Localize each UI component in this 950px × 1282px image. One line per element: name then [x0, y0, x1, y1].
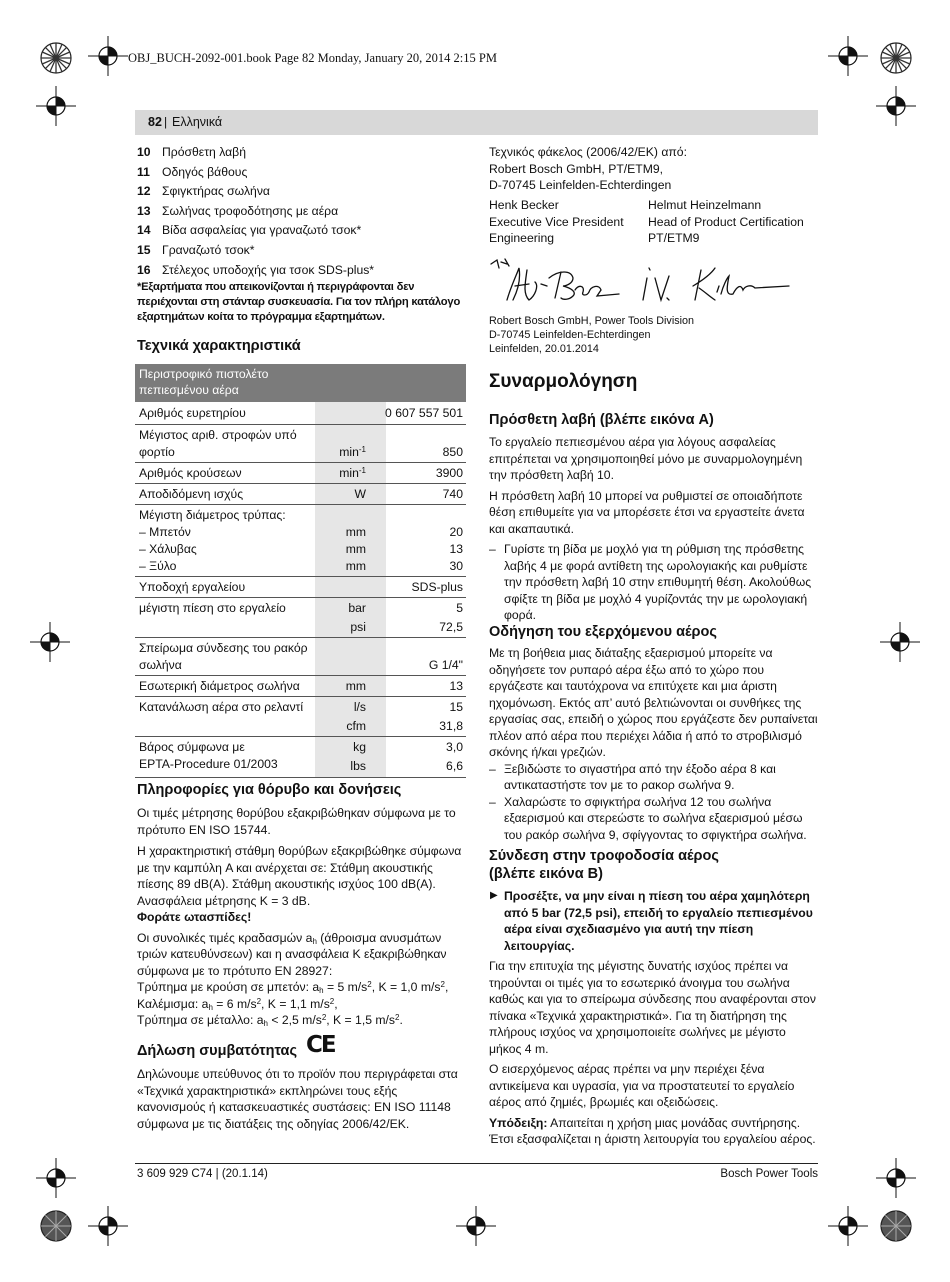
exhaust-heading: Οδήγηση του εξερχόμενου αέρος — [489, 624, 717, 640]
crosshair-top-right — [828, 36, 868, 76]
ear-protection-warning: Φοράτε ωτασπίδες! — [137, 910, 252, 924]
part-number: 15 — [137, 242, 151, 257]
part-number: 14 — [137, 223, 151, 238]
ce-mark-icon: CE — [306, 1032, 335, 1058]
maintenance-hint: Υπόδειξη: Απαιτείται η χρήση μιας μονάδας συντήρησης. Έτσι εξασφαλίζεται η άριστη λειτουργία του εργαλείου αέρος. — [489, 1115, 816, 1146]
exhaust-section — [489, 645, 819, 843]
vibration-line-metal: Τρύπημα σε μέταλλο: $a_h < 2,5$ $m/s^2$, K = 1,5 $m/s^2$. — [137, 1013, 403, 1028]
spec-unit: $\min^{-1}$ — [339, 445, 366, 459]
tech-file-line: D-70745 Leinfelden-Echterdingen — [489, 178, 672, 192]
list-item — [137, 144, 465, 164]
vibration-line-chiselling: Καλέμισμα: $a_h = 6$ $m/s^2$, K = 1,1 $m/s^2$, — [137, 996, 338, 1012]
spec-value: 72,5 — [439, 620, 463, 634]
spec-unit: mm — [345, 542, 366, 556]
spec-value: SDS-plus — [411, 580, 463, 594]
signatory-1 — [489, 197, 624, 247]
address-line: D-70745 Leinfelden-Echterdingen — [489, 329, 651, 341]
spec-sublabel: – Χάλυβας — [139, 542, 197, 556]
spec-label: Υποδοχή εργαλείου — [139, 580, 246, 594]
signature-address — [489, 314, 694, 356]
list-item: – Γυρίστε τη βίδα με μοχλό για τη ρύθμιση της πρόσθετης λαβής 4 με φορά αντίθετη της ωρολογιακής και ρυθμίστε την πρόσθετη λαβή 10 στην επιθυμητή θέση. Ακολούθως σφίξτε τη βίδα με μοχλό 4 γυρίζοντάς την με ωρολογιακή φορά. — [489, 542, 812, 622]
air-supply-section — [489, 888, 819, 1148]
spec-value: 6,6 — [446, 759, 463, 773]
signatory-title: Executive Vice President — [489, 214, 624, 229]
spec-unit: lbs — [350, 759, 366, 773]
table-row — [135, 484, 466, 505]
spec-label: Σπείρωμα σύνδεσης του ρακόρ — [139, 641, 308, 655]
pressure-warning: ▶ Προσέξτε, να μην είναι η πίεση του αέρα χαμηλότερη από 5 bar (72,5 psi), επειδή το εργαλείο πεπιεσμένου αέρα είναι σχεδιασμένο για αυτή την πίεση λειτουργίας. — [490, 889, 813, 953]
spec-label: Εσωτερική διάμετρος σωλήνα — [139, 679, 300, 693]
tech-file-line: Τεχνικός φάκελος (2006/42/EK) από: — [489, 145, 687, 159]
list-item — [137, 164, 465, 184]
spec-label-cont: σωλήνα — [139, 658, 182, 672]
table-row — [135, 577, 466, 598]
spec-label-cont: EPTA-Procedure 01/2003 — [139, 757, 278, 771]
spec-label: Κατανάλωση αέρα στο ρελαντί — [139, 700, 304, 714]
page-number: 82 — [148, 115, 162, 129]
handle-section — [489, 434, 819, 624]
handle-paragraph-1: Το εργαλείο πεπιεσμένου αέρα για λόγους ασφαλείας επιτρέπεται να χρησιμοποιηθεί μόνο με συναρμολογημένη την πρόσθετη λαβή 10. — [489, 435, 803, 482]
crosshair-middle-left — [30, 622, 70, 662]
spec-unit: $\min^{-1}$ — [339, 466, 366, 480]
air-supply-paragraph-1: Για την επιτυχία της μέγιστης δυνατής ισχύος πρέπει να τηρούνται οι τιμές για το εσωτερικό άνοιγμα του σωλήνα καθώς και για το σπείρωμα σύνδεσης που αναφέρονται στον πίνακα «Τεχνικά χαρακτηριστικά». Για τη διατήρηση της πλήρους ισχύος να χρησιμοποιείτε σωλήνες με μέγιστο μήκος 4 m. — [489, 959, 816, 1056]
spec-label-cont: φορτίο — [139, 445, 175, 459]
handle-steps — [489, 541, 819, 624]
table-row — [135, 505, 466, 577]
list-item — [137, 222, 465, 242]
specs-table-title-line1: Περιστροφικό πιστολέτο — [139, 367, 269, 381]
list-item — [137, 183, 465, 203]
list-item — [137, 262, 465, 282]
specs-table-header — [135, 364, 466, 402]
spec-unit: W — [354, 487, 366, 501]
footer-doc-number: 3 609 929 C74 | (20.1.14) — [137, 1168, 268, 1180]
table-row — [135, 697, 466, 737]
spec-value: 13 — [449, 679, 463, 693]
spec-unit: l/s — [353, 700, 366, 714]
specs-heading: Τεχνικά χαρακτηριστικά — [137, 338, 301, 354]
spec-value: 3,0 — [446, 740, 463, 754]
crosshair-upper-left-margin — [36, 86, 76, 126]
spec-value: 0 607 557 501 — [385, 406, 463, 420]
part-label: Σφιγκτήρας σωλήνα — [162, 184, 270, 199]
registration-mark-top-right — [868, 30, 924, 86]
exhaust-steps — [489, 761, 819, 844]
technical-file — [489, 144, 819, 194]
conformity-heading: Δήλωση συμβατότητας — [137, 1043, 297, 1059]
conformity-text: Δηλώνουμε υπεύθυνος ότι το προϊόν που περιγράφεται στα «Τεχνικά χαρακτηριστικά» εκπληρώνει τους εξής κανονισμούς ή κατασκευαστικές συστάσεις: EN ISO 11148 σύμφωνα με τις διατάξεις της οδηγίας 2006/42/EK. — [137, 1067, 458, 1131]
table-row — [135, 425, 466, 463]
footer-brand: Bosch Power Tools — [720, 1168, 818, 1180]
spec-value: G 1/4" — [428, 658, 463, 672]
crosshair-bottom-right — [828, 1206, 868, 1246]
crosshair-lower-left-margin — [36, 1158, 76, 1198]
spec-unit: mm — [345, 559, 366, 573]
crosshair-top-left — [88, 36, 128, 76]
spec-label: Μέγιστη διάμετρος τρύπας: — [139, 508, 286, 522]
list-item — [137, 203, 465, 223]
signatory-name: Henk Becker — [489, 198, 559, 212]
tech-file-line: Robert Bosch GmbH, PT/ETM9, — [489, 161, 664, 176]
table-row — [135, 737, 466, 778]
crosshair-bottom-center — [456, 1206, 496, 1246]
address-line: Robert Bosch GmbH, Power Tools Division — [489, 315, 695, 327]
vibration-line-concrete: Τρύπημα με κρούση σε μπετόν: $a_h = 5$ $m/s^2$, K = 1,0 $m/s^2$, — [137, 980, 449, 995]
spec-unit: mm — [345, 525, 366, 539]
registration-mark-bottom-right — [868, 1198, 924, 1254]
table-row — [135, 598, 466, 638]
signatory-2 — [648, 197, 804, 247]
air-supply-heading: Σύνδεση στην τροφοδοσία αέρος (βλέπε εικόνα B) — [489, 848, 719, 882]
spec-value: 13 — [449, 542, 463, 556]
noise-section — [137, 805, 465, 1029]
table-row — [135, 676, 466, 697]
handwritten-signatures — [489, 256, 809, 308]
spec-value: 15 — [449, 700, 463, 714]
spec-unit: psi — [350, 620, 366, 634]
registration-mark-top-left — [28, 30, 84, 86]
noise-paragraph-2: Η χαρακτηριστική στάθμη θορύβων εξακριβώθηκε σύμφωνα με την καμπύλη A και ανέρχεται σε: Στάθμη ακουστικής πίεσης 89 dB(A). Στάθμη ακουστικής ισχύος 100 dB(A). Ανασφάλεια μέτρησης K = 3 dB. — [137, 844, 462, 908]
part-label: Σωλήνας τροφοδότησης με αέρα — [162, 203, 339, 218]
specs-table-title-line2: πεπιεσμένου αέρα — [139, 383, 239, 397]
spec-sublabel: – Μπετόν — [139, 525, 191, 539]
part-label: Βίδα ασφαλείας για γραναζωτό τσοκ* — [162, 223, 362, 238]
part-number: 11 — [137, 164, 150, 179]
signatory-name: Helmut Heinzelmann — [648, 198, 762, 212]
part-number: 16 — [137, 262, 151, 277]
assembly-heading: Συναρμολόγηση — [489, 371, 638, 392]
spec-label: Αποδιδόμενη ισχύς — [139, 487, 244, 501]
table-row — [135, 463, 466, 484]
crosshair-bottom-left — [88, 1206, 128, 1246]
print-slug: OBJ_BUCH-2092-001.book Page 82 Monday, January 20, 2014 2:15 PM — [128, 51, 497, 65]
list-item — [137, 242, 465, 262]
spec-value: 5 — [456, 601, 463, 615]
part-label: Στέλεχος υποδοχής για τσοκ SDS-plus* — [162, 262, 375, 277]
spec-label: μέγιστη πίεση στο εργαλείο — [139, 601, 286, 615]
header-separator: | — [164, 115, 168, 129]
spec-value: 31,8 — [439, 719, 463, 733]
air-supply-paragraph-2: Ο εισερχόμενος αέρας πρέπει να μην περιέχει ξένα αντικείμενα και υγρασία, για να προστατευτεί το εργαλείο αέρος από ζημιές, βρωμιές και οξειδώσεις. — [489, 1062, 795, 1109]
crosshair-upper-right-margin — [876, 86, 916, 126]
spec-label: Βάρος σύμφωνα με — [139, 740, 245, 754]
crosshair-middle-right — [880, 622, 920, 662]
registration-mark-bottom-left — [28, 1198, 84, 1254]
spec-unit: bar — [348, 601, 366, 615]
list-item: – Χαλαρώστε το σφιγκτήρα σωλήνα 12 του σωλήνα εξαερισμού και στερεώστε το σωλήνα εξαερισμού μέσω του ρακόρ σωλήνα 9, σφίγγοντας το σφιγκτήρα σωλήνα. — [489, 794, 807, 842]
spec-unit: mm — [345, 679, 366, 693]
specs-table — [135, 364, 466, 778]
page-header — [135, 110, 818, 135]
spec-value: 3900 — [435, 466, 463, 480]
spec-label: Αριθμός κρούσεων — [139, 466, 242, 480]
parts-list — [137, 144, 465, 281]
exhaust-paragraph: Με τη βοήθεια μιας διάταξης εξαερισμού μπορείτε να οδηγήσετε τον ρυπαρό αέρα έξω από το χώρο που εργάζεστε και ταυτόχρονα να επιτύχετε και μια άριστη ηχομόνωση. Εκτός απ’ αυτό βελτιώνονται οι συνθήκες της εργασίας σας, επειδή ο χώρος που εργάζεστε δεν ρυπαίνεται πλέον από αέρα που περιέχει λάδια ή από το στροβιλισμό σκόνης ή/και γρεζιών. — [489, 646, 818, 759]
handle-heading: Πρόσθετη λαβή (βλέπε εικόνα A) — [489, 412, 714, 428]
crosshair-lower-right-margin — [876, 1158, 916, 1198]
spec-unit: kg — [353, 740, 366, 754]
accessories-note: *Εξαρτήματα που απεικονίζονται ή περιγράφονται δεν περιέχονται στη στάνταρ συσκευασία. Για τον πλήρη κατάλογο εξαρτημάτων κοίτα το πρόγραμμα εξαρτημάτων. — [137, 281, 461, 323]
part-number: 12 — [137, 184, 151, 199]
spec-value: 30 — [449, 559, 463, 573]
spec-label: Αριθμός ευρετηρίου — [139, 406, 246, 420]
noise-heading: Πληροφορίες για θόρυβο και δονήσεις — [137, 782, 402, 798]
handle-paragraph-2: Η πρόσθετη λαβή 10 μπορεί να ρυθμιστεί σε οποιαδήποτε θέση επιθυμείτε για να μπορέσετε έτσι να εργαστείτε άνετα και ακαπαυτικά. — [489, 488, 805, 536]
spec-value: 740 — [442, 487, 463, 501]
signatory-title: Head of Product Certification — [648, 214, 804, 229]
part-label: Οδηγός βάθους — [162, 164, 248, 179]
table-row — [135, 402, 466, 425]
part-number: 13 — [137, 203, 151, 218]
spec-sublabel: – Ξύλο — [139, 559, 177, 573]
part-label: Γραναζωτό τσοκ* — [162, 242, 255, 257]
signatory-title: PT/ETM9 — [648, 231, 700, 245]
part-number: 10 — [137, 145, 151, 159]
triangle-bullet-icon: ▶ — [490, 890, 498, 901]
part-label: Πρόσθετη λαβή — [162, 145, 246, 159]
noise-paragraph-1: Οι τιμές μέτρησης θορύβου εξακριβώθηκαν σύμφωνα με το πρότυπο EN ISO 15744. — [137, 806, 456, 837]
header-language: Ελληνικά — [172, 115, 223, 129]
spec-unit: cfm — [346, 719, 366, 733]
list-item: – Ξεβιδώστε το σιγαστήρα από την έξοδο αέρα 8 και αντικαταστήστε τον με το ρακορ σωλήνα 9. — [489, 761, 776, 792]
table-row — [135, 638, 466, 676]
spec-value: 850 — [442, 445, 463, 459]
footer-divider — [135, 1163, 818, 1164]
vibration-paragraph: Οι συνολικές τιμές κραδασμών $a_h$ (άθροισμα ανυσμάτων τριών κατευθύνσεων) και η ανασφάλεια K εξακριβώθηκαν σύμφωνα με το πρότυπο EN 28927: — [137, 930, 447, 978]
spec-value: 20 — [449, 525, 463, 539]
spec-label: Μέγιστος αριθ. στροφών υπό — [139, 428, 297, 442]
address-line: Leinfelden, 20.01.2014 — [489, 343, 599, 355]
signatory-title: Engineering — [489, 231, 555, 245]
